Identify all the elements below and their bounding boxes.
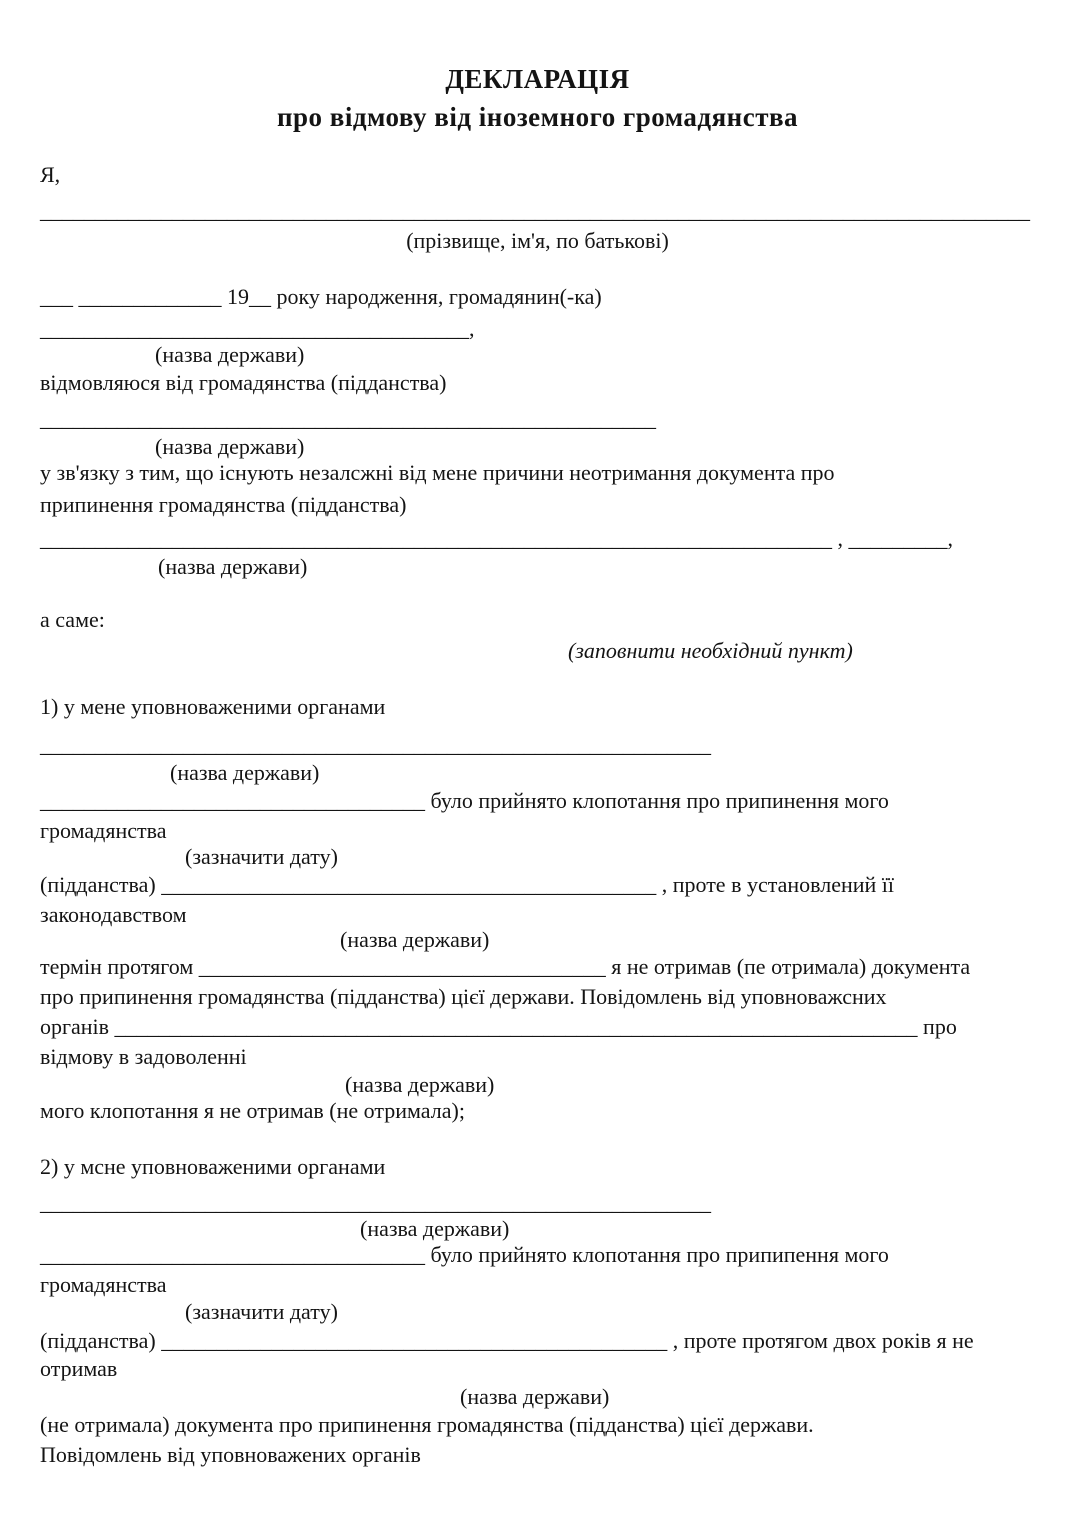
state-caption-5: (назва держави): [340, 927, 490, 952]
state-caption-2: (назва держави): [155, 434, 305, 459]
section1-line-petition: ___________________________________ було прийнято клопотання про припинення мого: [40, 788, 889, 813]
section2-line-received: отримав: [40, 1356, 118, 1381]
state-blank-line-1: _______________________________________,: [40, 316, 475, 341]
reason-line-2: припинення громадянства (підданства): [40, 492, 407, 517]
state-caption-6: (назва держави): [345, 1072, 495, 1097]
section1-line-refusal: відмову в задоволенні: [40, 1044, 247, 1069]
section1-line-subjecthood: (підданства) _____________________________________________ , проте в установлений її: [40, 872, 895, 897]
name-caption: (прізвище, ім'я, по батькові): [406, 228, 669, 253]
state-blank-line-2: ________________________________________________________: [40, 406, 656, 431]
section2-state-blank: _____________________________________________________________: [40, 1190, 711, 1215]
section1-line-legislation: законодавством: [40, 902, 187, 927]
state-caption-8: (назва держави): [460, 1384, 610, 1409]
section1-state-blank: _____________________________________________________________: [40, 732, 711, 757]
name-blank-line: __________________________________________________________________________________________: [40, 198, 1030, 223]
state-blank-line-3: ________________________________________________________________________ , _________,: [40, 526, 953, 551]
fill-instruction: (заповнити необхідний пункт): [568, 638, 853, 663]
doc-subtitle: про відмову від іноземного громадянства: [276, 102, 799, 132]
intro-line: Я,: [40, 162, 61, 187]
section2-line-notice: Повідомлень від уповноважених органів: [40, 1442, 421, 1467]
birth-line: ___ _____________ 19__ року народження, громадянин(-ка): [40, 284, 602, 309]
section1-line-final: мого клопотання я не отримав (не отримала);: [40, 1098, 465, 1123]
section2-line-subjecthood: (підданства) ______________________________________________ , проте протягом двох років я не: [40, 1328, 974, 1353]
doc-title: ДЕКЛАРАЦІЯ: [445, 64, 630, 94]
state-caption-4: (назва держави): [170, 760, 320, 785]
reason-line-1: у зв'язку з тим, що існують незалсжні від мене причини неотримання документа про: [40, 460, 835, 485]
section2-line-document: (не отримала) документа про припинення громадянства (підданства) цієї держави.: [40, 1412, 814, 1437]
section1-line-citizenship: громадянства: [40, 818, 167, 843]
date-caption-1: (зазначити дату): [185, 844, 338, 869]
refusal-line: відмовляюся від громадянства (підданства): [40, 370, 447, 395]
state-caption-7: (назва держави): [360, 1216, 510, 1241]
section2-line-citizenship: громадянства: [40, 1272, 167, 1297]
section2-line-petition: ___________________________________ було прийнято клопотання про припипення мого: [40, 1242, 889, 1267]
section1-heading: 1) у мене уповноваженими органами: [40, 694, 386, 719]
state-caption-1: (назва держави): [155, 342, 305, 367]
namely-line: а саме:: [40, 607, 105, 632]
section1-line-notice: про припинення громадянства (підданства) цієї держави. Повідомлень від уповноважсних: [40, 984, 887, 1009]
date-caption-2: (зазначити дату): [185, 1299, 338, 1324]
state-caption-3: (назва держави): [158, 554, 308, 579]
section2-heading: 2) у мсне уповноваженими органами: [40, 1154, 386, 1179]
section1-line-bodies: органів _________________________________________________________________________ про: [40, 1014, 957, 1039]
section1-line-term: термін протягом _____________________________________ я не отримав (пе отримала) документа: [40, 954, 971, 979]
